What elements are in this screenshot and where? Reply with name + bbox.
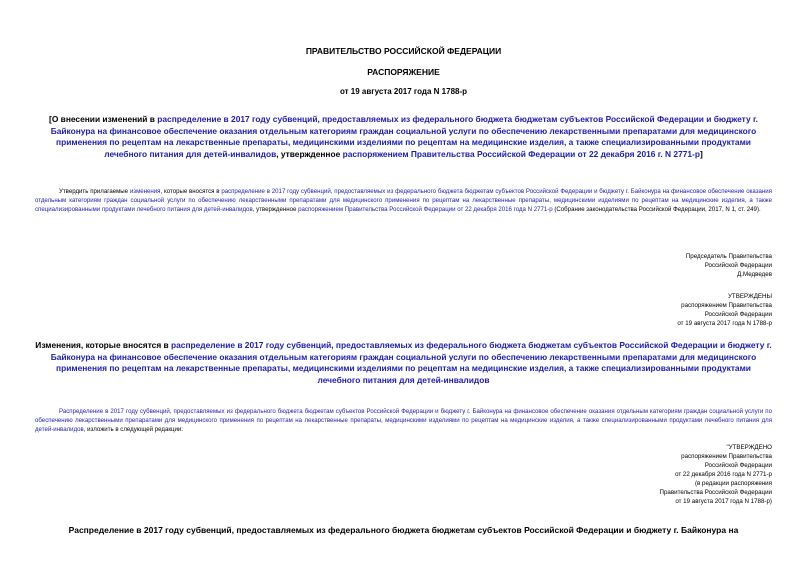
title-text: , утвержденное: [276, 148, 343, 159]
signature-line: Председатель Правительства: [685, 253, 772, 260]
signature-block: [686, 252, 772, 279]
title-link-order[interactable]: распоряжением Правительства Российской Федерации от 22 декабря 2016 г. N 2771-р: [342, 148, 700, 159]
header-doc-type: РАСПОРЯЖЕНИЕ: [367, 67, 440, 77]
main-paragraph: [35, 187, 772, 214]
para-text: , которые вносятся в: [160, 188, 222, 195]
title-link-distribution[interactable]: распределение в 2017 году субвенций, предоставляемых из федерального бюджета бюджетам субъектов Российской Федерации и бюджету г. Байконура на финансовое обеспечение оказания отдельным категориям граждан социальной услуги по обеспечению лекарственными препаратами для медицинского применения по рецептам на лекарственные препараты, медицинскими изделиями по рецептам на медицинские изделия, а также специализированными продуктами лечебного питания для детей-инвалидов: [50, 114, 758, 159]
para-text: Утвердить прилагаемые: [59, 188, 130, 195]
header-org: ПРАВИТЕЛЬСТВО РОССИЙСКОЙ ФЕДЕРАЦИИ: [305, 46, 502, 56]
approval-line: Правительства Российской Федерации: [659, 489, 772, 496]
approval-line: от 19 августа 2017 года N 1788-р): [675, 498, 772, 505]
final-heading: Распределение в 2017 году субвенций, предоставляемых из федерального бюджета бюджетам субъектов Российской Федерации и бюджету г. Байконура на: [68, 525, 739, 535]
changes-title-text: Изменения, которые вносятся в: [35, 340, 172, 350]
title-text: ]: [699, 148, 703, 159]
document-title: [34, 114, 773, 160]
changes-title: [34, 340, 773, 386]
signature-line: Российской Федерации: [704, 262, 772, 269]
approval-line: УТВЕРЖДЕНЫ: [728, 293, 772, 300]
para-text: , утвержденное: [252, 206, 299, 213]
changes-title-link[interactable]: распределение в 2017 году субвенций, предоставляемых из федерального бюджета бюджетам субъектов Российской Федерации и бюджету г. Байконура на финансовое обеспечение оказания отдельным категориям граждан социальной услуги по обеспечению лекарственными препаратами для медицинского применения по рецептам на лекарственные препараты, медицинскими изделиями по рецептам на медицинские изделия, а также специализированными продуктами лечебного питания для детей-инвалидов: [50, 340, 772, 385]
approval-block: [677, 292, 772, 328]
changes-paragraph-link[interactable]: Распределение в 2017 году субвенций, предоставляемых из федерального бюджета бюджетам субъектов Российской Федерации и бюджету г. Байконура на финансовое обеспечение оказания отдельным категориям граждан социальной услуги по обеспечению лекарственными препаратами для медицинского применения по рецептам на лекарственные препараты, медицинскими изделиями по рецептам на медицинские изделия, а также специализированными продуктами лечебного питания для детей-инвалидов: [35, 408, 772, 433]
approval-line: Российской Федерации: [704, 311, 772, 318]
para-text: , изложить в следующей редакции:: [83, 426, 184, 433]
title-text: [О внесении изменений в: [49, 114, 158, 124]
header-date: от 19 августа 2017 года N 1788-р: [339, 87, 468, 96]
para-text: (Собрание законодательства Российской Федерации, 2017, N 1, ст. 249).: [552, 206, 761, 213]
approval-block-2: [660, 443, 773, 506]
signature-name: Д.Медведев: [737, 271, 772, 278]
approval-line: от 19 августа 2017 года N 1788-р: [677, 320, 772, 327]
approval-line: от 22 декабря 2016 года N 2771-р: [675, 471, 772, 478]
approval-line: (в редакции распоряжения: [694, 480, 772, 487]
approval-line: распоряжением Правительства: [681, 302, 772, 309]
link-order-2771[interactable]: распоряжением Правительства Российской Федерации от 22 декабря 2016 года N 2771-р: [298, 206, 553, 213]
approval-line: Российской Федерации: [704, 462, 772, 469]
approval-line: распоряжением Правительства: [681, 453, 772, 460]
link-changes[interactable]: изменения: [129, 188, 161, 195]
link-distribution[interactable]: распределение в 2017 году субвенций, предоставляемых из федерального бюджета бюджетам субъектов Российской Федерации и бюджету г. Байконура на финансовое обеспечение оказания отдельным категориям граждан социальной услуги по обеспечению лекарственными препаратами для медицинского применения по рецептам на лекарственные препараты, медицинскими изделиями по рецептам на медицинские изделия, а также специализированными продуктами лечебного питания для детей-инвалидов: [35, 188, 772, 213]
changes-paragraph: [35, 407, 772, 434]
approval-line: "УТВЕРЖДЕНО: [726, 444, 772, 451]
